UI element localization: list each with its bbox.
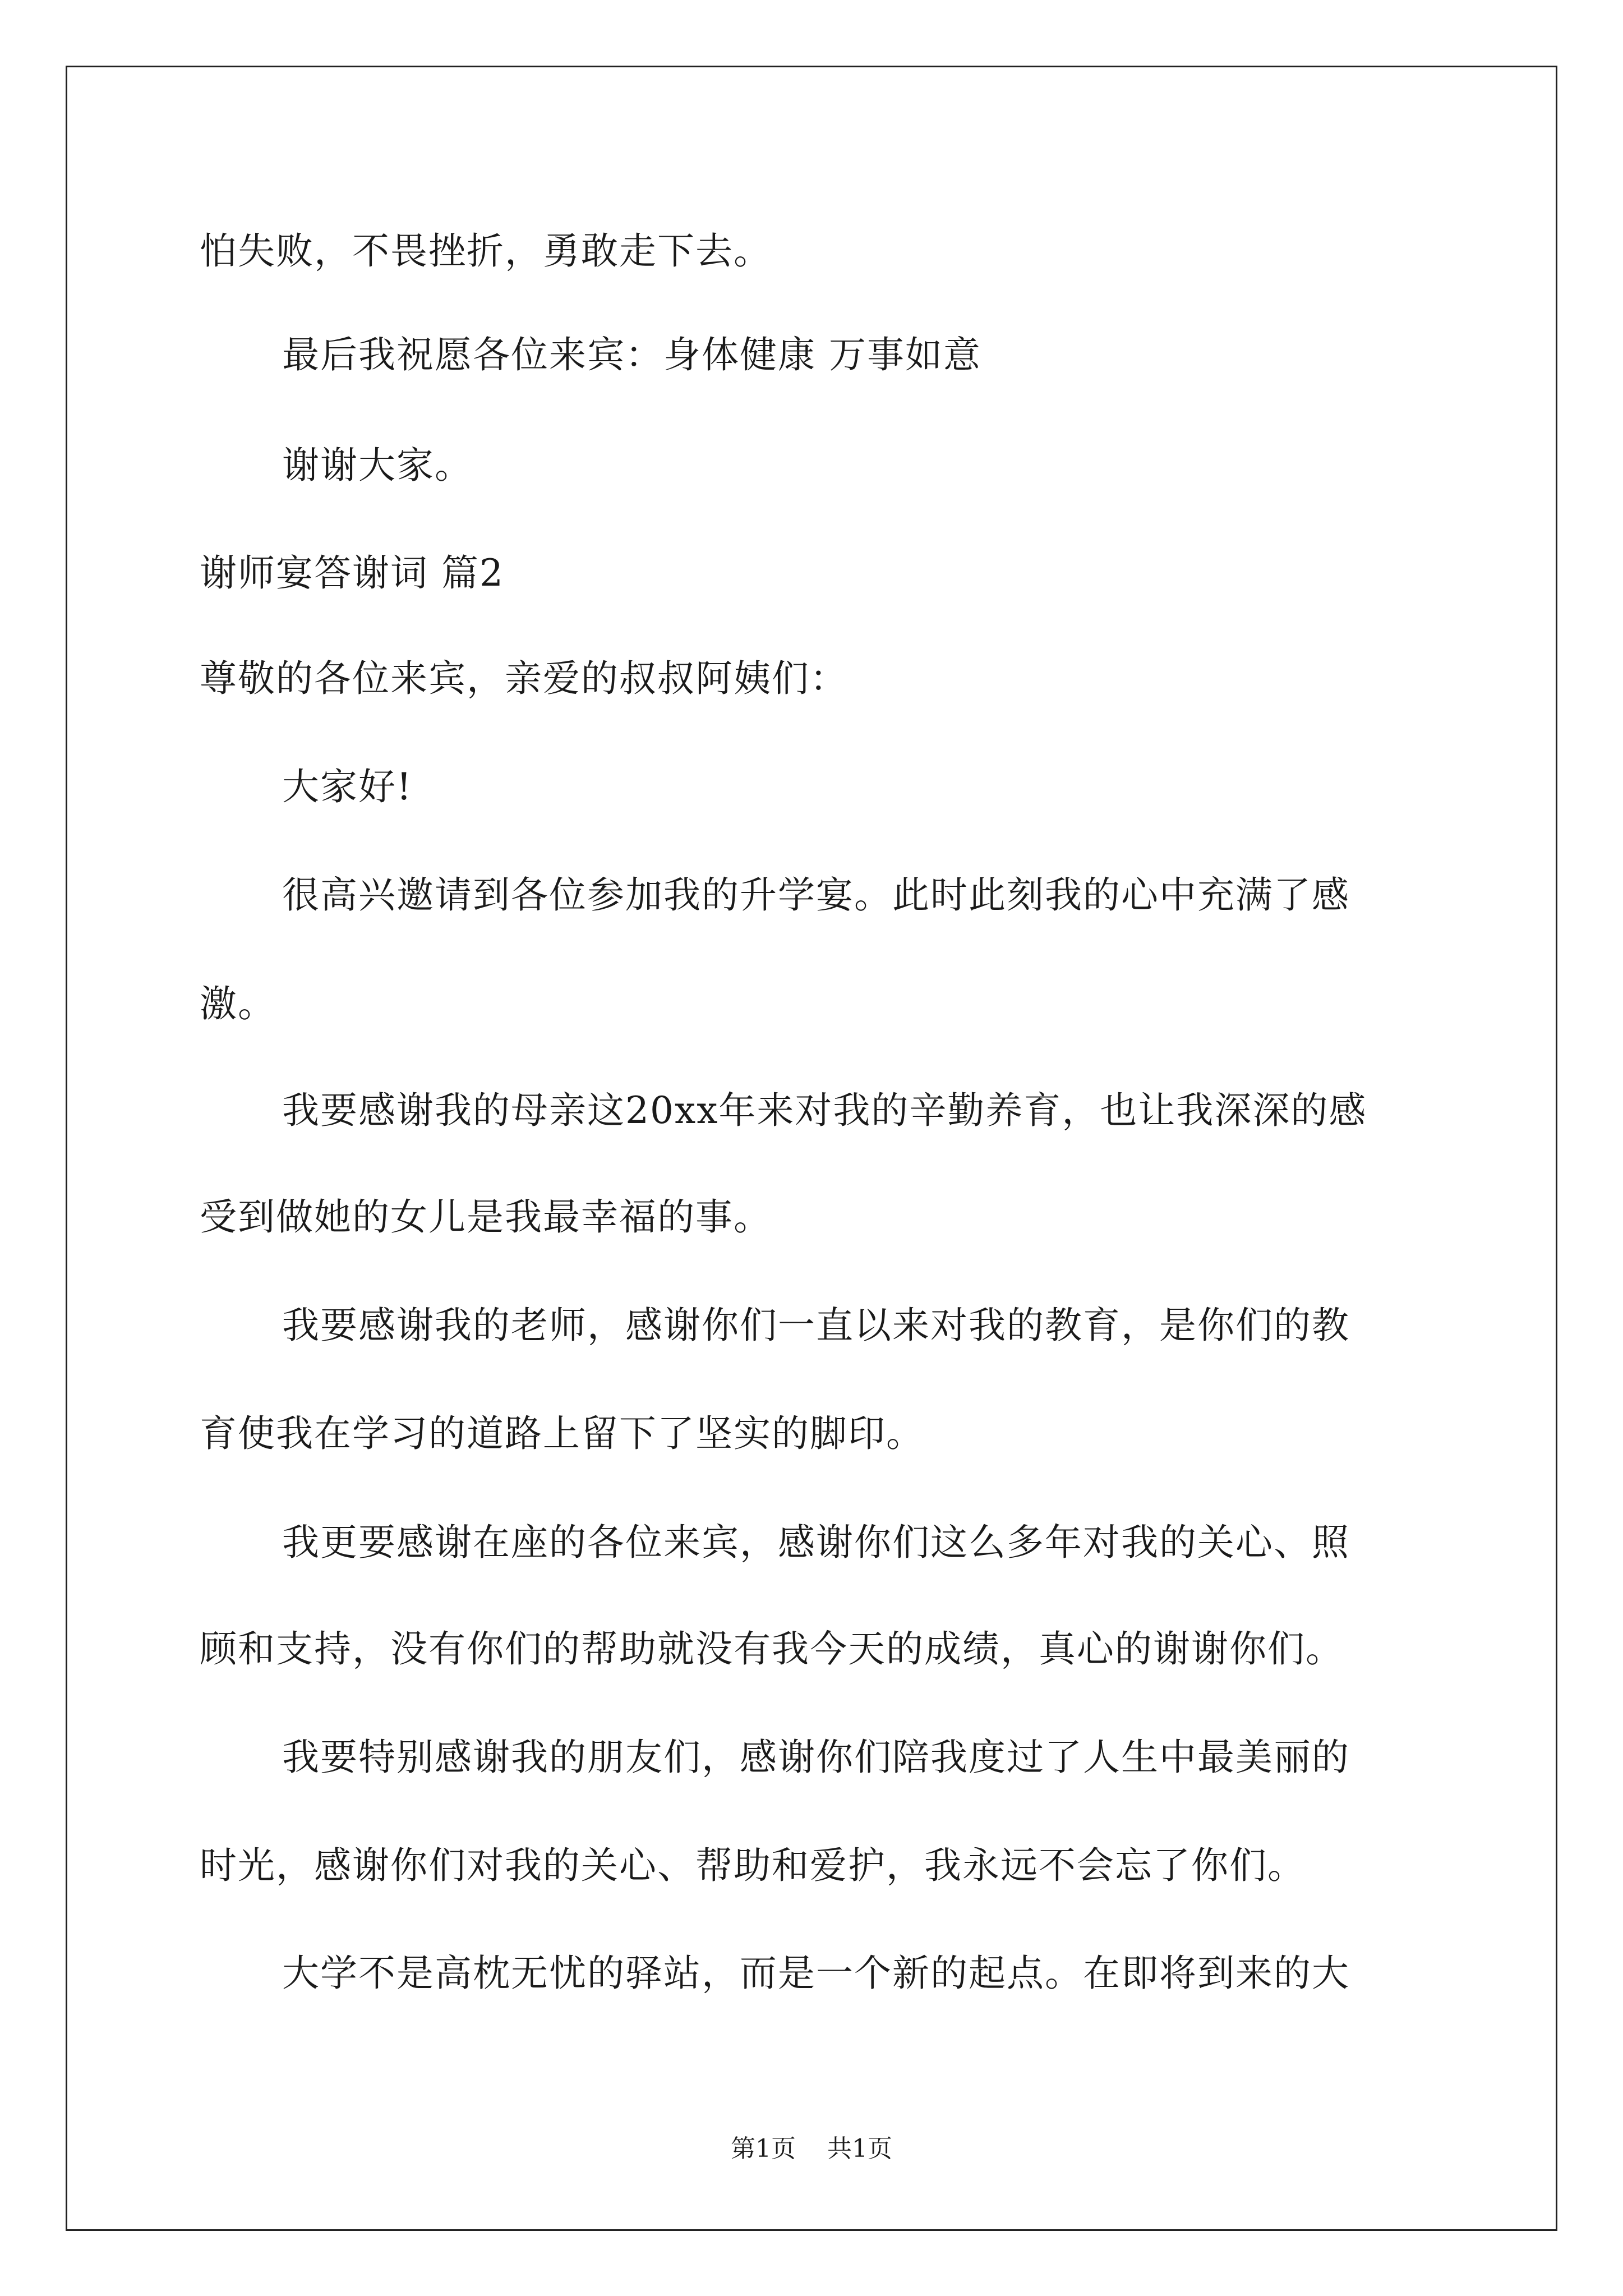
- text-line: 大学不是高枕无忧的驿站，而是一个新的起点。在即将到来的大: [282, 1952, 1350, 1995]
- page-number: 第1页: [731, 2134, 796, 2163]
- text-line: 怕失败，不畏挫折，勇敢走下去。: [200, 229, 772, 273]
- text-line: 最后我祝愿各位来宾：身体健康 万事如意: [282, 333, 981, 376]
- text-line: 大家好!: [282, 765, 413, 808]
- text-line: 时光，感谢你们对我的关心、帮助和爱护，我永远不会忘了你们。: [200, 1844, 1306, 1887]
- salutation: 尊敬的各位来宾，亲爱的叔叔阿姨们：: [200, 657, 848, 700]
- page-footer: [0, 2133, 1623, 2165]
- text-line: 很高兴邀请到各位参加我的升学宴。此时此刻我的心中充满了感: [282, 873, 1350, 917]
- text-line: 育使我在学习的道路上留下了坚实的脚印。: [200, 1412, 924, 1455]
- page-total: 共1页: [827, 2134, 892, 2163]
- section-heading: 谢师宴答谢词 篇2: [200, 551, 504, 595]
- text-line: 谢谢大家。: [282, 444, 473, 487]
- text-line: 激。: [200, 982, 276, 1025]
- text-line: 我要感谢我的母亲这20xx年来对我的辛勤养育，也让我深深的感: [282, 1089, 1367, 1132]
- text-line: 受到做她的女儿是我最幸福的事。: [200, 1195, 772, 1239]
- page-border: [66, 66, 1557, 2231]
- text-line: 顾和支持，没有你们的帮助就没有我今天的成绩，真心的谢谢你们。: [200, 1627, 1344, 1671]
- text-line: 我要特别感谢我的朋友们，感谢你们陪我度过了人生中最美丽的: [282, 1736, 1350, 1779]
- text-line: 我要感谢我的老师，感谢你们一直以来对我的教育，是你们的教: [282, 1304, 1350, 1347]
- text-line: 我更要感谢在座的各位来宾，感谢你们这么多年对我的关心、照: [282, 1521, 1350, 1564]
